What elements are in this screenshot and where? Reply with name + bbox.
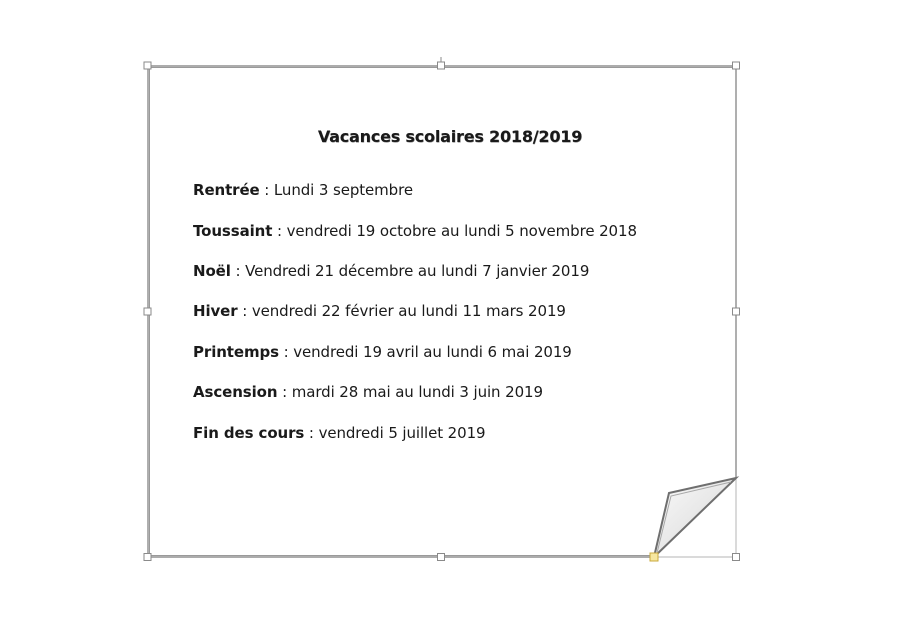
label-separator: : bbox=[259, 181, 274, 199]
label-separator: : bbox=[278, 343, 294, 361]
vacation-line-printemps bbox=[193, 343, 572, 361]
vacation-dates: vendredi 19 octobre au lundi 5 novembre 2018 bbox=[286, 222, 637, 240]
vacation-line-fin-des-cours bbox=[193, 424, 485, 442]
vacation-line-rentree bbox=[193, 181, 413, 199]
label-separator: : bbox=[277, 383, 292, 401]
label-separator: : bbox=[304, 424, 319, 442]
document-title: Vacances scolaires 2018/2019 bbox=[317, 127, 583, 146]
vacation-label: Fin des cours bbox=[193, 424, 305, 442]
vacation-label: Rentrée bbox=[193, 181, 260, 199]
vacation-line-toussaint bbox=[193, 222, 637, 240]
label-separator: : bbox=[237, 302, 252, 320]
label-separator: : bbox=[230, 262, 246, 280]
vacation-line-noel bbox=[193, 262, 589, 280]
vacation-dates: mardi 28 mai au lundi 3 juin 2019 bbox=[291, 383, 543, 401]
vacation-dates: vendredi 19 avril au lundi 6 mai 2019 bbox=[293, 343, 572, 361]
vacation-dates: vendredi 22 février au lundi 11 mars 2019 bbox=[251, 302, 566, 320]
vacation-label: Ascension bbox=[193, 383, 278, 401]
vacation-label: Toussaint bbox=[193, 222, 273, 240]
vacation-line-ascension bbox=[193, 383, 543, 401]
vacation-label: Hiver bbox=[193, 302, 238, 320]
vacation-label: Noël bbox=[193, 262, 231, 280]
label-separator: : bbox=[272, 222, 287, 240]
vacation-dates: Vendredi 21 décembre au lundi 7 janvier 2019 bbox=[245, 262, 590, 280]
vacation-line-hiver bbox=[193, 302, 566, 320]
vacation-label: Printemps bbox=[193, 343, 279, 361]
vacation-dates: Lundi 3 septembre bbox=[273, 181, 413, 199]
vacation-dates: vendredi 5 juillet 2019 bbox=[318, 424, 486, 442]
